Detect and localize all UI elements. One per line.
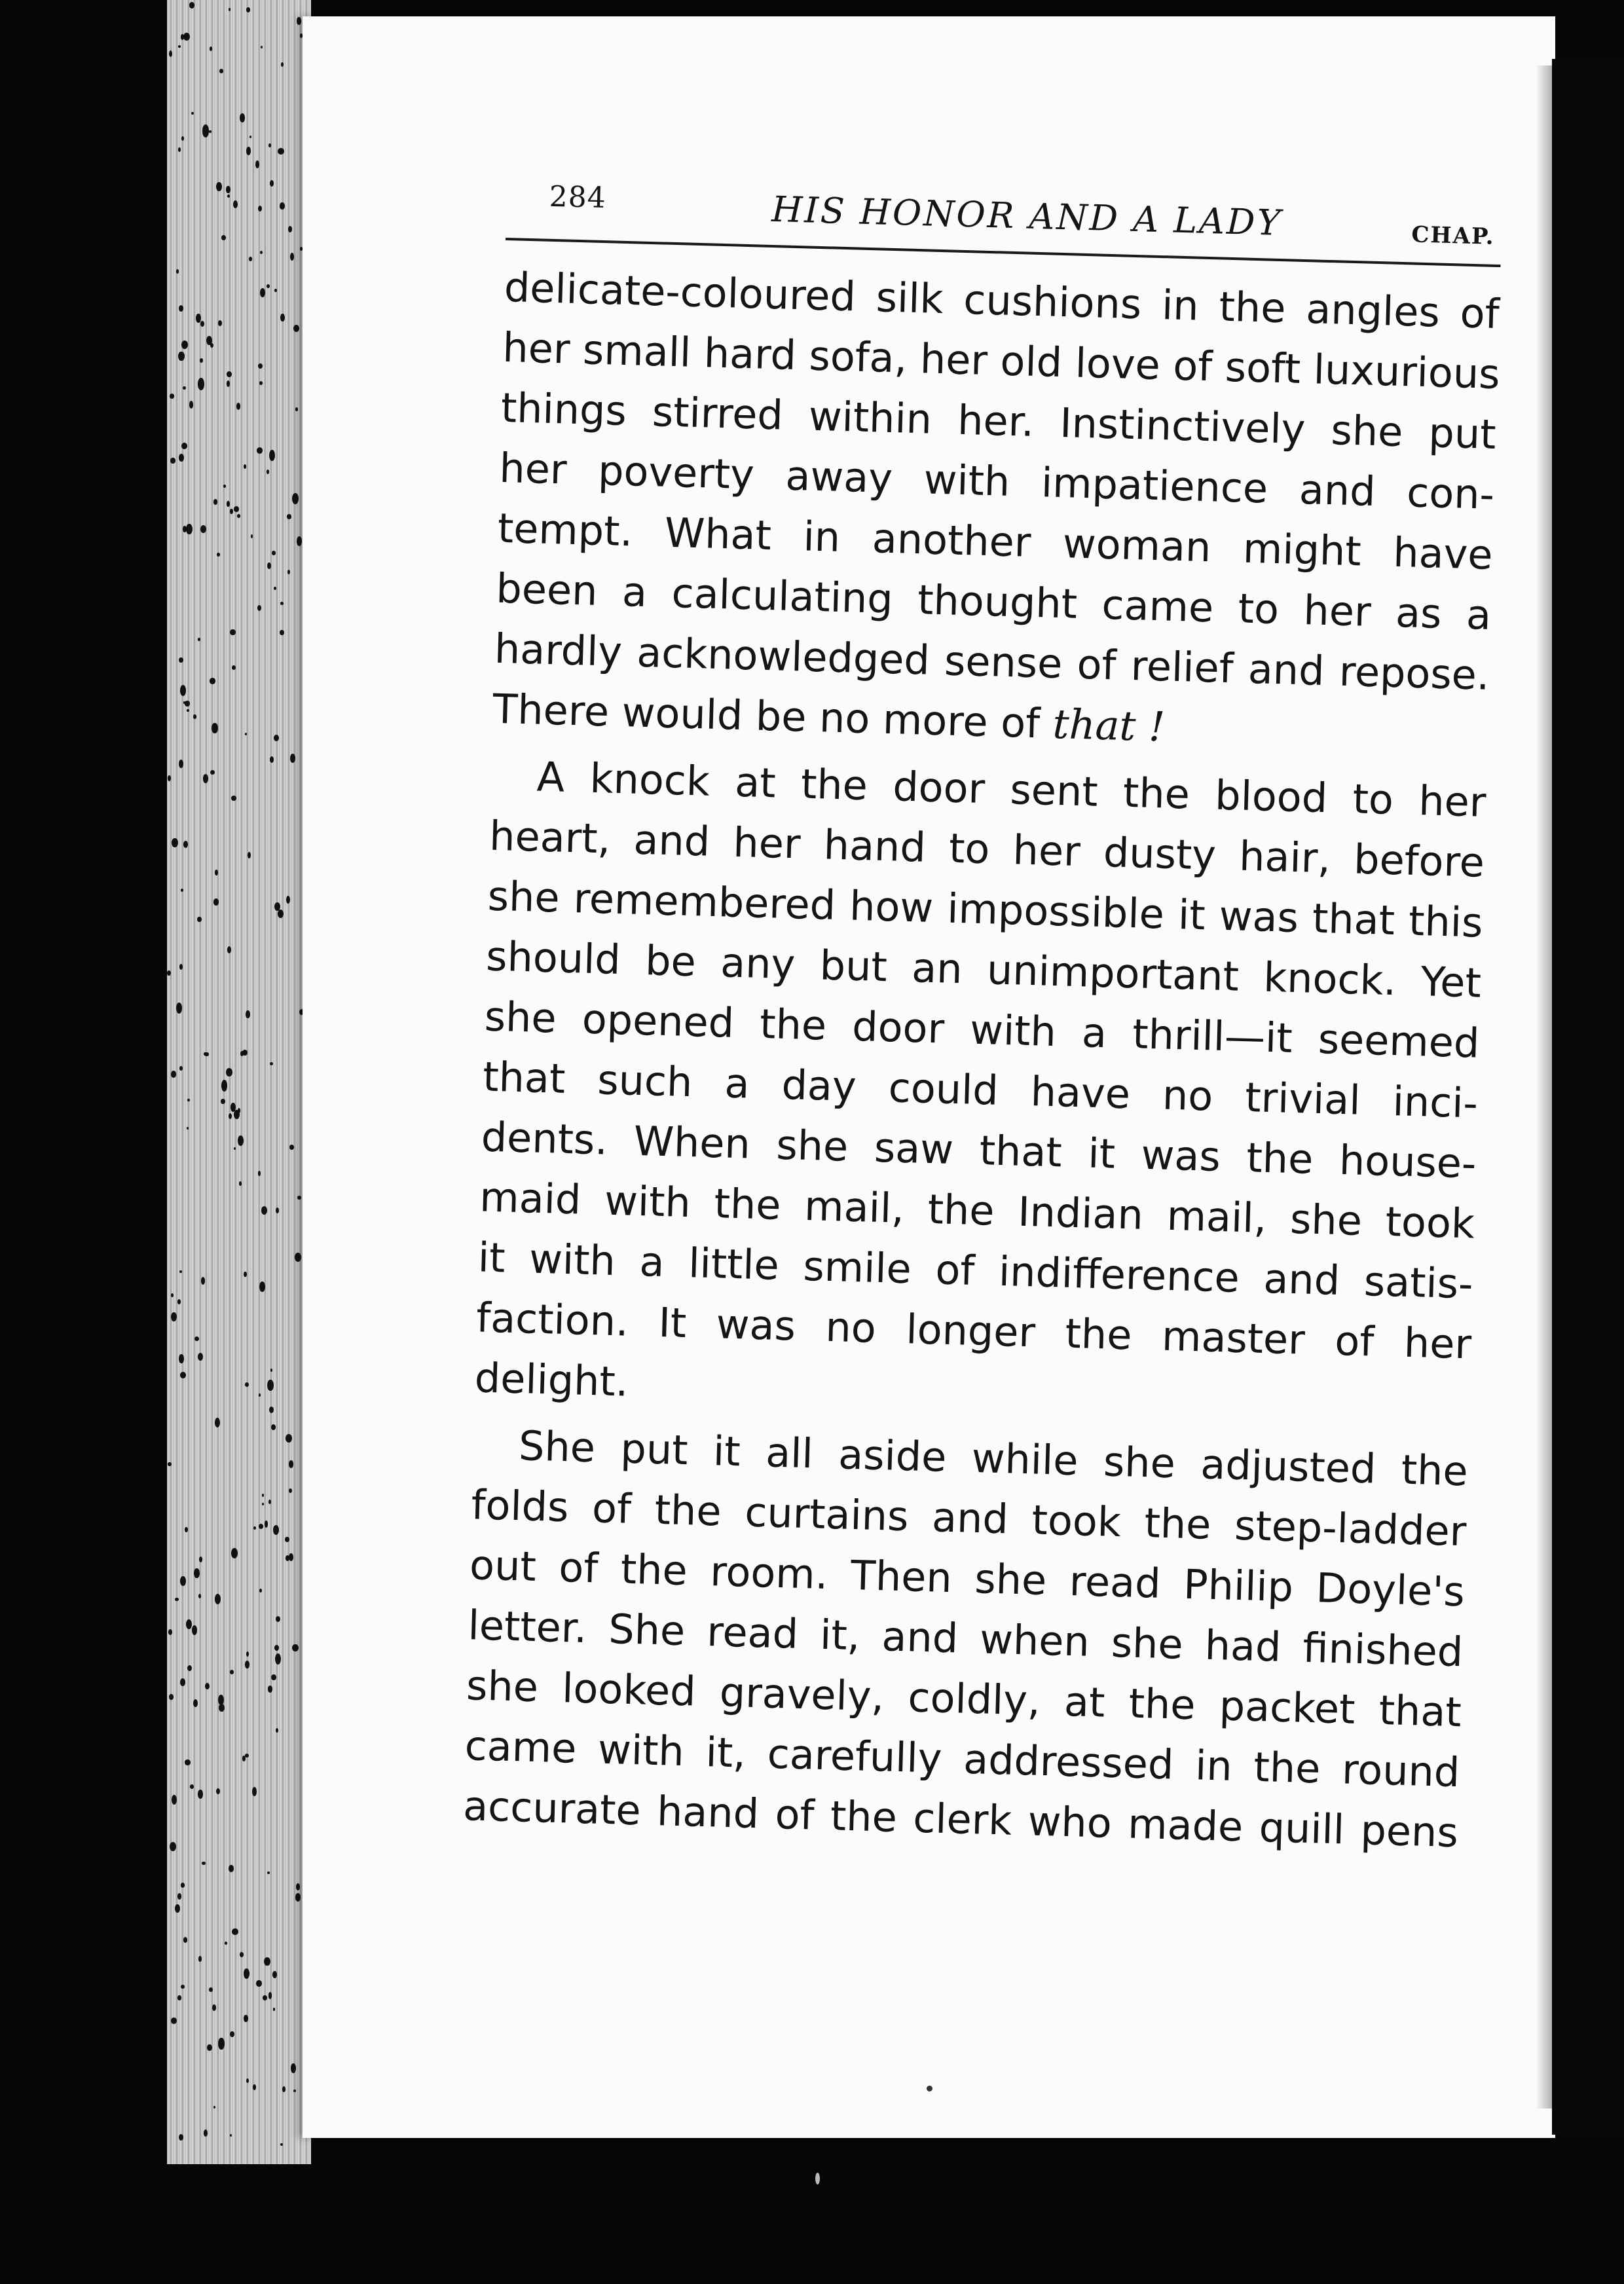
paper-speckle [187, 1665, 192, 1671]
paper-speckle [198, 378, 204, 390]
paper-speckle [230, 629, 236, 635]
paper-speckle [280, 314, 285, 322]
paper-speckle [185, 1527, 188, 1532]
paper-speckle [276, 1616, 280, 1622]
paper-speckle [180, 1576, 186, 1586]
paper-speckle [263, 1995, 267, 2000]
paper-speckle [181, 34, 184, 39]
paper-speckle [176, 269, 179, 274]
paper-speckle [252, 1787, 257, 1796]
text-line: her small hard sofa, her old love of soft luxurious [502, 323, 1501, 399]
paper-speckle [274, 735, 279, 741]
paper-speckle [261, 1206, 268, 1215]
book-page-edges [167, 0, 311, 2164]
paper-speckle [289, 1553, 293, 1561]
paper-speckle [187, 1127, 189, 1130]
paper-speckle [230, 1670, 234, 1674]
paper-speckle [248, 852, 251, 858]
paper-speckle [215, 1594, 221, 1604]
paper-speckle [249, 257, 252, 261]
paper-speckle [274, 587, 276, 590]
paper-speckle [177, 1893, 181, 1899]
paper-speckle [175, 1904, 180, 1913]
paper-speckle [267, 470, 269, 473]
paper-speckle [179, 1066, 183, 1071]
paper-speckle [268, 1685, 273, 1693]
paper-speckle [181, 136, 184, 141]
paper-speckle [276, 1728, 278, 1733]
text-line: hardly acknowledged sense of relief and repose. [494, 624, 1490, 699]
paper-speckle [271, 1674, 276, 1680]
paper-speckle [291, 2063, 297, 2073]
text-line: A knock at the door sent the blood to her [536, 752, 1487, 826]
paper-speckle [300, 247, 302, 251]
paper-speckle [297, 17, 301, 26]
text-line: she looked gravely, coldly, at the packet that [466, 1661, 1462, 1737]
paper-speckle [180, 685, 187, 696]
paper-speckle [229, 1865, 233, 1871]
text-line: she opened the door with a thrill—it seemed [483, 992, 1481, 1067]
paper-speckle [282, 2086, 286, 2092]
paper-speckle [268, 143, 271, 147]
paper-speckle [262, 1503, 264, 1505]
paper-speckle [193, 1699, 198, 1707]
paper-speckle [207, 2044, 212, 2051]
paper-speckle [258, 206, 262, 212]
paper-speckle [227, 946, 231, 953]
paper-speckle [181, 443, 187, 449]
paper-speckle [169, 50, 172, 57]
paper-speckle [177, 1995, 181, 2000]
text-line: She put it all aside while she adjusted the [518, 1422, 1469, 1496]
paper-speckle [210, 678, 216, 684]
paper-speckle [230, 2031, 234, 2037]
paper-speckle [272, 551, 276, 556]
paper-speckle [171, 1312, 177, 1321]
text-line: out of the room. Then she read Philip Doyle's [469, 1541, 1466, 1616]
paper-speckle [257, 605, 261, 611]
paper-speckle [246, 1010, 249, 1018]
paper-speckle [246, 1651, 249, 1657]
paper-speckle [175, 1598, 178, 1601]
text-segment: There would be no more of [492, 684, 1054, 748]
paper-speckle [249, 136, 251, 138]
paper-speckle [245, 1661, 249, 1668]
text-line: faction. It was no longer the master of her [475, 1293, 1472, 1369]
paper-speckle [259, 1589, 263, 1593]
paper-speckle [245, 1754, 249, 1758]
paper-speckle [259, 1393, 261, 1397]
paper-speckle [286, 896, 290, 904]
paper-speckle [203, 774, 208, 783]
paper-speckle [213, 2106, 215, 2109]
paper-speckle [290, 754, 295, 762]
paper-speckle [179, 1354, 184, 1364]
paper-speckle [274, 1645, 279, 1651]
paper-speckle [237, 514, 241, 518]
text-line: delicate-coloured silk cushions in the angles of [504, 263, 1500, 339]
paper-speckle [275, 1653, 281, 1665]
paper-speckle [265, 1520, 268, 1528]
paper-speckle [170, 1842, 176, 1851]
paper-speckle [273, 2008, 276, 2011]
paper-speckle [179, 657, 183, 663]
paper-speckle [171, 1071, 176, 1078]
paper-speckle [262, 1494, 264, 1497]
paper-speckle [232, 1928, 238, 1936]
paper-speckle [259, 1281, 265, 1291]
paper-speckle [257, 447, 263, 454]
paper-speckle [183, 1937, 188, 1943]
paper-speckle [191, 112, 194, 115]
paper-speckle [186, 1619, 192, 1629]
paper-speckle [216, 1788, 220, 1794]
paper-speckle [288, 226, 292, 232]
paper-speckle [213, 499, 218, 505]
paper-speckle [198, 638, 200, 641]
paper-speckle [233, 200, 238, 208]
paper-speckle [245, 733, 247, 735]
paper-speckle [212, 2004, 216, 2012]
text-line: letter. She read it, and when she had finished [467, 1601, 1464, 1676]
paper-speckle [274, 289, 277, 291]
text-line: she remembered how impossible it was that this [487, 872, 1484, 947]
paper-speckle [270, 1062, 273, 1065]
paper-speckle [170, 394, 175, 399]
paper-speckle [221, 1099, 225, 1104]
paper-speckle [219, 69, 223, 73]
paper-speckle [227, 194, 230, 198]
paper-speckle [218, 2038, 224, 2050]
paper-speckle [267, 562, 270, 569]
paper-speckle [246, 7, 250, 12]
paper-speckle [205, 1683, 210, 1689]
paper-speckle [181, 889, 183, 892]
paper-speckle [194, 1336, 200, 1342]
paper-speckle [180, 1372, 187, 1378]
paper-speckle [289, 1488, 292, 1493]
page-dot [815, 2173, 820, 2184]
paper-speckle [167, 970, 171, 975]
paper-speckle [272, 1971, 276, 1978]
paper-speckle [215, 1418, 220, 1428]
body-text [462, 257, 1500, 1863]
paper-speckle [180, 1678, 185, 1686]
paper-speckle [218, 1695, 224, 1706]
paper-speckle [183, 841, 188, 848]
paper-speckle [234, 1147, 236, 1150]
paper-speckle [183, 33, 190, 41]
paper-speckle [244, 1272, 246, 1277]
paper-speckle [178, 147, 181, 152]
paper-speckle [280, 602, 284, 606]
paper-speckle [227, 501, 229, 506]
paper-speckle [292, 1644, 298, 1651]
paper-speckle [210, 46, 212, 51]
text-line: heart, and her hand to her dusty hair, before [489, 811, 1485, 887]
paper-speckle [187, 709, 189, 712]
paper-speckle [256, 1980, 262, 1987]
paper-speckle [244, 2015, 248, 2023]
paper-speckle [193, 714, 196, 718]
emphasized-text: that ! [1052, 699, 1166, 751]
paper-speckle [200, 525, 206, 533]
paper-speckle [226, 186, 230, 193]
paper-speckle [271, 1424, 276, 1430]
paper-speckle [198, 1594, 201, 1598]
paper-speckle [244, 464, 247, 469]
paper-speckle [187, 1099, 189, 1101]
paper-speckle [290, 253, 294, 261]
paper-speckle [234, 1110, 239, 1119]
text-line-last: delight. [473, 1354, 629, 1406]
paper-speckle [293, 2090, 296, 2092]
paper-speckle [297, 1196, 301, 1200]
paper-speckle [255, 160, 259, 168]
text-line: maid with the mail, the Indian mail, she took [479, 1173, 1475, 1248]
paper-speckle [261, 46, 263, 48]
paper-speckle [259, 381, 263, 385]
paper-speckle [278, 910, 284, 918]
text-line: came with it, carefully addressed in the round [464, 1722, 1461, 1797]
paper-speckle [293, 325, 299, 332]
paper-speckle [197, 917, 201, 922]
paper-speckle [189, 2, 195, 9]
paper-speckle [230, 2134, 232, 2137]
paper-speckle [297, 536, 302, 546]
paper-speckle [295, 407, 298, 411]
paper-speckle [227, 371, 231, 377]
paper-speckle [200, 358, 204, 363]
paper-speckle [172, 838, 178, 848]
paper-speckle [198, 1956, 201, 1961]
paper-speckle [227, 380, 230, 387]
paper-speckle [176, 1003, 182, 1014]
paper-speckle [229, 8, 231, 10]
paper-speckle [179, 1270, 181, 1273]
paper-speckle [168, 1629, 172, 1635]
paper-speckle [190, 1784, 194, 1788]
paper-speckle [280, 202, 284, 209]
paper-speckle [194, 1568, 199, 1577]
paper-speckle [221, 1080, 227, 1091]
facing-page-edge [1552, 59, 1624, 2135]
paper-speckle [246, 2078, 249, 2083]
paper-speckle [209, 1987, 213, 1992]
paper-speckle [280, 2143, 283, 2146]
paper-speckle [289, 1145, 294, 1151]
paper-speckle [296, 1883, 300, 1890]
paper-speckle [236, 403, 240, 409]
paper-speckle [223, 485, 226, 488]
paper-speckle [238, 1135, 244, 1145]
text-line: it with a little smile of indifference and satis- [477, 1233, 1474, 1308]
paper-speckle [192, 1625, 197, 1635]
text-line: that such a day could have no trivial inci- [482, 1052, 1479, 1128]
paper-speckle [269, 1407, 274, 1413]
paper-speckle [258, 1171, 261, 1175]
paper-speckle [292, 493, 299, 505]
paper-speckle [231, 1548, 238, 1558]
paper-speckle [287, 514, 291, 519]
text-line: folds of the curtains and took the step-ladder [470, 1481, 1467, 1556]
paper-speckle [189, 401, 193, 409]
paper-speckle [204, 2129, 208, 2137]
paragraph-2 [474, 746, 1487, 1435]
paper-speckle [181, 341, 188, 349]
paper-speckle [295, 1893, 301, 1901]
paper-speckle [234, 506, 239, 511]
paper-speckle [229, 1113, 232, 1119]
paper-speckle [169, 1694, 173, 1700]
paper-speckle [216, 182, 222, 191]
paper-speckle [230, 509, 233, 515]
paper-speckle [212, 723, 218, 733]
paper-speckle [240, 113, 246, 122]
paper-speckle [281, 62, 284, 67]
text-line: been a calculating thought came to her as a [495, 564, 1492, 639]
paper-speckle [276, 1207, 279, 1213]
paper-speckle [273, 1525, 279, 1535]
paper-speckle [280, 630, 284, 635]
paper-speckle [267, 1871, 270, 1874]
paper-speckle [270, 180, 274, 187]
paper-speckle [259, 1524, 263, 1529]
paper-speckle [199, 1556, 202, 1562]
paper-speckle [171, 1293, 174, 1297]
paper-speckle [177, 1299, 181, 1304]
paper-speckle [201, 1277, 206, 1285]
text-line: accurate hand of the clerk who made quill pens [462, 1782, 1459, 1857]
paper-speckle [245, 1382, 249, 1387]
paper-speckle [202, 124, 209, 138]
text-line: dents. When she saw that it was the house- [480, 1113, 1477, 1188]
paper-speckle [179, 305, 183, 312]
paper-speckle [181, 1883, 185, 1888]
paper-speckle [295, 1253, 301, 1262]
paper-speckle [253, 1526, 256, 1530]
paper-speckle [269, 450, 275, 461]
paper-speckle [179, 760, 183, 768]
paper-speckle [270, 756, 274, 763]
paper-speckle [179, 454, 185, 462]
paper-speckle [209, 130, 212, 134]
paper-speckle [198, 1790, 203, 1799]
paper-speckle [285, 1537, 289, 1542]
paper-speckle [240, 1952, 244, 1957]
paper-speckle [260, 288, 265, 298]
paper-speckle [218, 320, 222, 326]
paper-speckle [202, 1862, 205, 1866]
text-line: her poverty away with impatience and con- [498, 443, 1496, 519]
paper-speckle [278, 148, 284, 155]
paper-speckle [244, 1968, 249, 1979]
paper-speckle [200, 321, 204, 327]
paragraph-1 [492, 257, 1500, 766]
paper-speckle [239, 1181, 242, 1185]
paper-speckle [267, 284, 270, 288]
paper-speckle [246, 147, 251, 155]
paper-speckle [226, 1068, 232, 1077]
page-number: 284 [549, 179, 607, 215]
paper-speckle [185, 1759, 190, 1765]
paper-speckle [270, 1369, 272, 1372]
paper-speckle [267, 1380, 273, 1391]
paper-speckle [168, 775, 171, 782]
paper-speckle [264, 1957, 270, 1966]
paper-speckle [186, 524, 192, 534]
paper-speckle [181, 1985, 185, 1989]
page-content [462, 167, 1503, 1870]
paper-speckle [185, 701, 190, 706]
paper-speckle [268, 1992, 272, 1999]
paper-speckle [221, 235, 226, 240]
paper-speckle [168, 1462, 171, 1466]
paper-speckle [179, 2134, 183, 2141]
chapter-label: CHAP. [1411, 221, 1496, 250]
paper-speckle [178, 352, 184, 361]
paper-speckle [172, 1795, 177, 1805]
paragraph-3 [462, 1414, 1469, 1863]
paper-speckle [240, 1051, 244, 1056]
text-line: things stirred within her. Instinctively she put [500, 383, 1497, 458]
running-title: HIS HONOR AND A LADY [771, 188, 1283, 244]
paper-speckle [170, 458, 175, 463]
paper-speckle [286, 1434, 292, 1443]
paper-speckle [232, 665, 236, 670]
page-dot [927, 2086, 932, 2091]
paper-speckle [253, 2084, 256, 2091]
paper-speckle [183, 386, 186, 390]
paper-speckle [258, 363, 263, 369]
paper-speckle [179, 964, 183, 970]
paper-speckle [231, 796, 236, 801]
paper-speckle [251, 534, 253, 538]
text-line: tempt. What in another woman might have [497, 504, 1494, 579]
paper-speckle [260, 251, 263, 254]
paper-speckle [204, 1052, 206, 1056]
paper-speckle [171, 2017, 177, 2023]
paper-speckle [210, 770, 215, 775]
paper-speckle [217, 553, 220, 557]
paper-speckle [198, 1353, 203, 1361]
paper-speckle [268, 1500, 271, 1504]
paper-speckle [289, 1460, 294, 1467]
paper-speckle [215, 870, 218, 875]
text-line: should be any but an unimportant knock. Yet [485, 932, 1482, 1007]
paper-speckle [287, 570, 290, 574]
paper-speckle [178, 45, 181, 48]
paper-speckle [225, 1942, 227, 1945]
paper-speckle [213, 898, 219, 905]
